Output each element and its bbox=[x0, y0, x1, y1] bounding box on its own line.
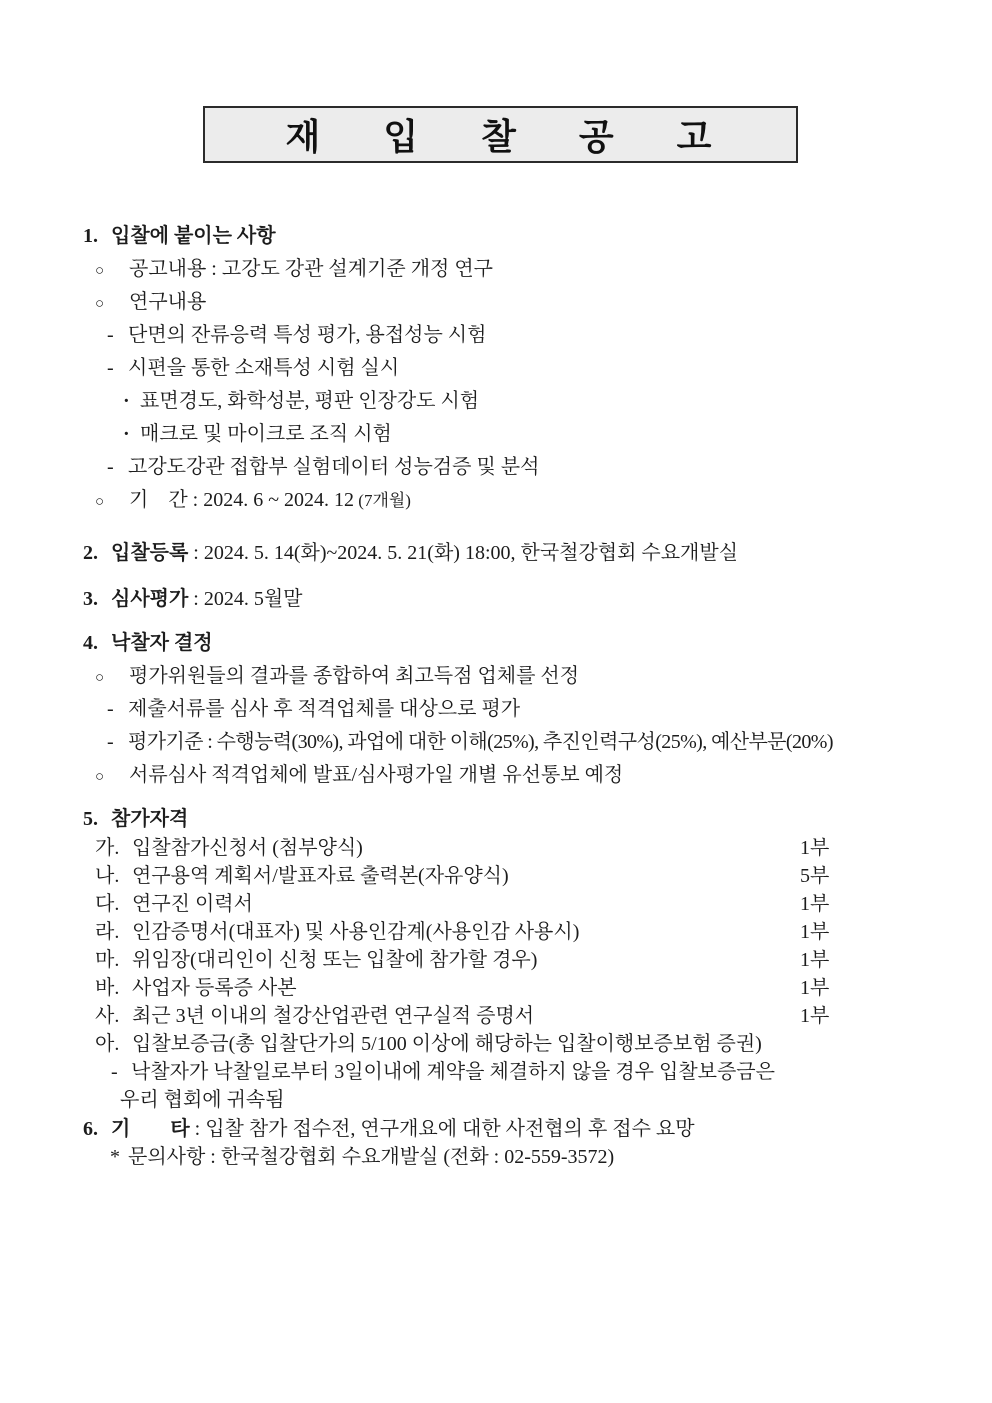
line-marker: - bbox=[107, 357, 114, 379]
line-marker: 3. bbox=[83, 588, 98, 610]
deposit-note-continuation bbox=[83, 1086, 992, 1114]
section-s1 bbox=[83, 220, 992, 517]
section-s2 bbox=[83, 537, 992, 570]
line-marker: 사. bbox=[95, 1005, 120, 1027]
document-item bbox=[83, 890, 992, 918]
line-text: 최근 3년 이내의 철강산업관련 연구실적 증명서 bbox=[132, 1005, 535, 1027]
line-text: 표면경도, 화학성분, 평판 인장강도 시험 bbox=[140, 390, 480, 412]
line-text: : 2024. 5. 14(화)~2024. 5. 21(화) 18:00, 한국철강협회 수요개발실 bbox=[188, 542, 739, 564]
line-marker: 마. bbox=[95, 949, 120, 971]
copies-count: 1부 bbox=[800, 1005, 830, 1027]
line-text: 입찰참가신청서 (첨부양식) bbox=[132, 837, 363, 859]
line-text: 위임장(대리인이 신청 또는 입찰에 참가할 경우) bbox=[132, 949, 538, 971]
line-marker: - bbox=[107, 456, 114, 478]
line-text: 문의사항 : 한국철강협회 수요개발실 (전화 : 02-559-3572) bbox=[128, 1146, 615, 1168]
deposit-note-line bbox=[83, 1058, 992, 1086]
section6-heading bbox=[83, 1115, 992, 1143]
section1-heading bbox=[83, 220, 992, 253]
line-text: 낙찰자 결정 bbox=[111, 632, 213, 654]
line-marker: 라. bbox=[95, 921, 120, 943]
line-marker: 1. bbox=[83, 225, 98, 247]
section-s6 bbox=[83, 1115, 992, 1171]
document-item bbox=[83, 862, 992, 890]
award-criteria-line bbox=[83, 726, 992, 759]
line-marker: · bbox=[123, 423, 130, 445]
contact-line bbox=[83, 1143, 992, 1171]
line-marker: 5. bbox=[83, 808, 98, 830]
line-text: 시편을 통한 소재특성 시험 실시 bbox=[128, 357, 400, 379]
line-text: 연구내용 bbox=[129, 291, 207, 313]
line-text: 평가기준 : 수행능력(30%), 과업에 대한 이해(25%), 추진인력구성(25%), 예산부문(20%) bbox=[128, 731, 833, 753]
line-marker: 2. bbox=[83, 542, 98, 564]
notice-content-line bbox=[83, 253, 992, 286]
line-marker: ○ bbox=[95, 670, 105, 686]
copies-count: 1부 bbox=[800, 921, 830, 943]
doc-body bbox=[83, 220, 992, 1171]
section-s4 bbox=[83, 627, 992, 792]
copies-count: 1부 bbox=[800, 837, 830, 859]
document-title: 재 입 찰 공 고 bbox=[285, 117, 716, 157]
document-item bbox=[83, 1002, 992, 1030]
line-marker: ○ bbox=[95, 769, 105, 785]
line-marker: - bbox=[107, 698, 114, 720]
line-marker: 아. bbox=[95, 1033, 120, 1055]
document-item bbox=[83, 1030, 992, 1058]
line-text: 인감증명서(대표자) 및 사용인감계(사용인감 사용시) bbox=[132, 921, 580, 943]
document-item bbox=[83, 946, 992, 974]
research-subdetail-line bbox=[83, 385, 992, 418]
copies-count: 5부 bbox=[800, 865, 830, 887]
line-text: 고강도강관 접합부 실험데이터 성능검증 및 분석 bbox=[128, 456, 540, 478]
line-text: 연구용역 계획서/발표자료 출력본(자유양식) bbox=[132, 865, 509, 887]
document-item bbox=[83, 974, 992, 1002]
section2-heading bbox=[83, 537, 992, 570]
line-marker: ○ bbox=[95, 296, 105, 312]
line-text: 입찰에 붙이는 사항 bbox=[111, 225, 276, 247]
section5-heading bbox=[83, 804, 992, 834]
line-marker: 4. bbox=[83, 632, 98, 654]
line-bold-label: 심사평가 bbox=[111, 588, 189, 610]
copies-count: 1부 bbox=[800, 977, 830, 999]
line-text: 사업자 등록증 사본 bbox=[132, 977, 297, 999]
line-text: 공고내용 : 고강도 강관 설계기준 개정 연구 bbox=[129, 258, 493, 280]
line-text: 평가위원들의 결과를 종합하여 최고득점 업체를 선정 bbox=[129, 665, 580, 687]
line-marker: 바. bbox=[95, 977, 120, 999]
copies-count: 1부 bbox=[800, 949, 830, 971]
line-text: 우리 협회에 귀속됨 bbox=[120, 1089, 285, 1111]
award-detail-line bbox=[83, 693, 992, 726]
line-text: 낙찰자가 낙찰일로부터 3일이내에 계약을 체결하지 않을 경우 입찰보증금은 bbox=[131, 1061, 775, 1083]
document-item bbox=[83, 834, 992, 862]
line-marker: 6. bbox=[83, 1118, 98, 1140]
line-bold-label: 기 타 bbox=[111, 1118, 190, 1140]
document-title-box bbox=[203, 106, 798, 163]
line-marker: - bbox=[107, 731, 114, 753]
line-bold-label: 입찰등록 bbox=[111, 542, 189, 564]
research-detail-line bbox=[83, 352, 992, 385]
section-s5 bbox=[83, 804, 992, 1114]
award-line bbox=[83, 660, 992, 693]
line-text: : 입찰 참가 접수전, 연구개요에 대한 사전협의 후 접수 요망 bbox=[189, 1118, 695, 1140]
line-marker: ○ bbox=[95, 494, 105, 510]
research-detail-line bbox=[83, 451, 992, 484]
line-text: 기 간 : 2024. 6 ~ 2024. 12 bbox=[129, 489, 355, 511]
line-marker: - bbox=[107, 324, 114, 346]
document-item bbox=[83, 918, 992, 946]
section4-heading bbox=[83, 627, 992, 660]
line-small-text: (7개월) bbox=[354, 491, 411, 510]
section3-heading bbox=[83, 583, 992, 616]
line-text: 입찰보증금(총 입찰단가의 5/100 이상에 해당하는 입찰이행보증보험 증권) bbox=[132, 1033, 762, 1055]
line-marker: * bbox=[110, 1146, 120, 1168]
copies-count: 1부 bbox=[800, 893, 830, 915]
line-marker: 가. bbox=[95, 837, 120, 859]
line-text: 서류심사 적격업체에 발표/심사평가일 개별 유선통보 예정 bbox=[129, 764, 624, 786]
line-marker: · bbox=[123, 390, 130, 412]
line-marker: ○ bbox=[95, 263, 105, 279]
research-content-line bbox=[83, 286, 992, 319]
line-marker: 나. bbox=[95, 865, 120, 887]
line-marker: - bbox=[111, 1061, 118, 1083]
line-text: 단면의 잔류응력 특성 평가, 용접성능 시험 bbox=[128, 324, 487, 346]
section-s3 bbox=[83, 583, 992, 616]
line-marker: 다. bbox=[95, 893, 120, 915]
research-subdetail-line bbox=[83, 418, 992, 451]
period-line bbox=[83, 484, 992, 517]
line-text: 연구진 이력서 bbox=[132, 893, 253, 915]
line-text: 제출서류를 심사 후 적격업체를 대상으로 평가 bbox=[128, 698, 521, 720]
line-text: 매크로 및 마이크로 조직 시험 bbox=[140, 423, 392, 445]
line-text: 참가자격 bbox=[111, 808, 189, 830]
line-text: : 2024. 5월말 bbox=[188, 588, 303, 610]
award-notify-line bbox=[83, 759, 992, 792]
research-detail-line bbox=[83, 319, 992, 352]
